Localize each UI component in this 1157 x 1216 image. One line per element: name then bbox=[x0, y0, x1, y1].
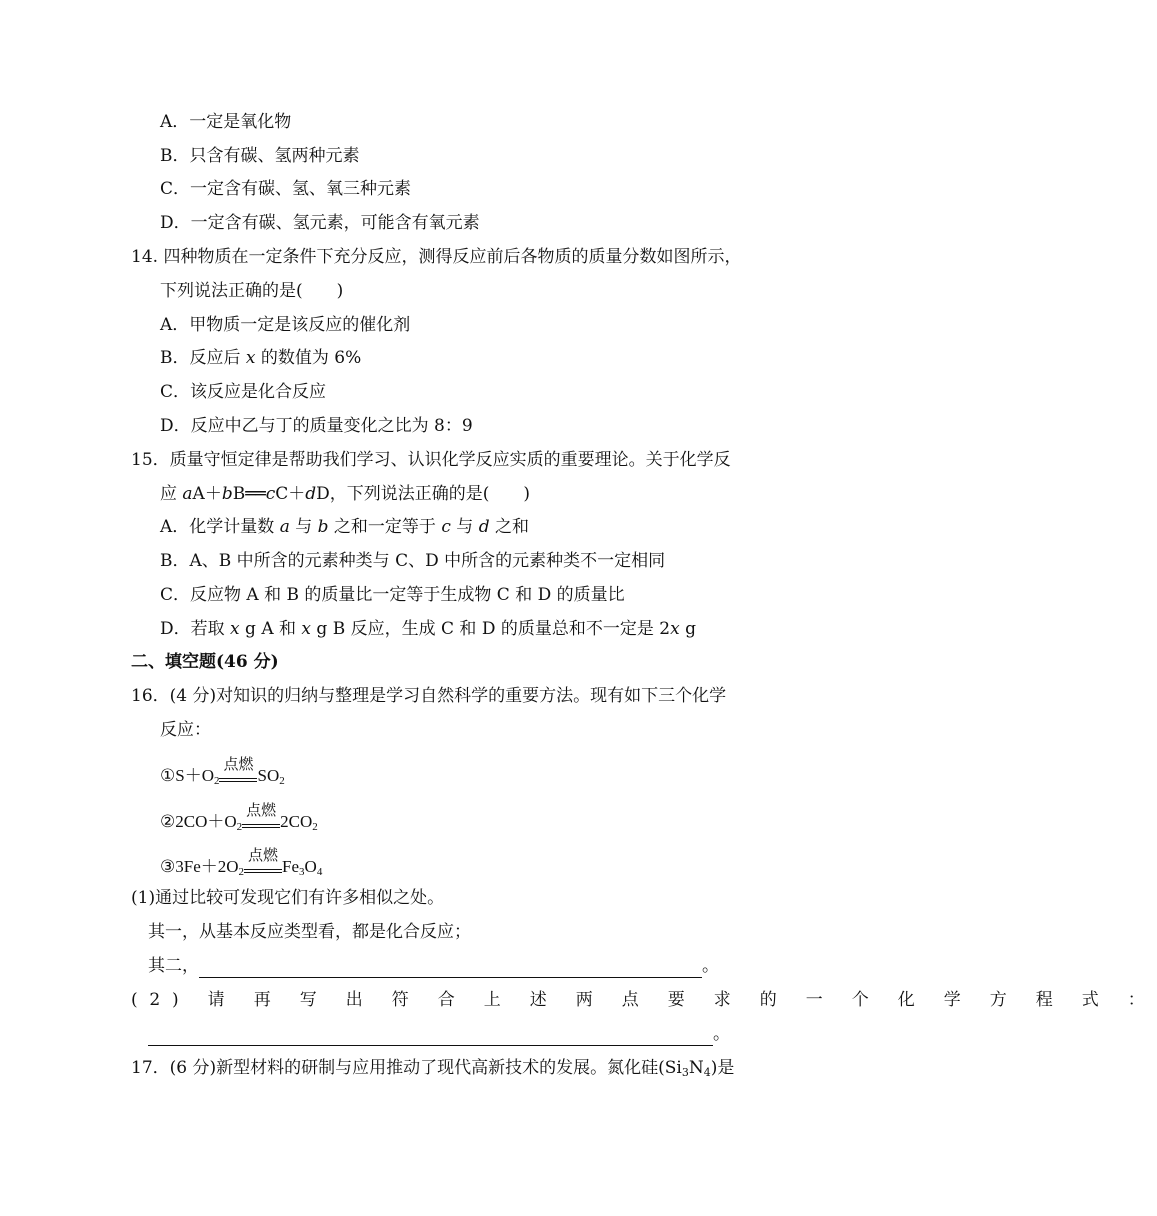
q16-stem-line1: 16．(4 分)对知识的归纳与整理是学习自然科学的重要方法。现有如下三个化学 bbox=[131, 686, 727, 706]
q14-stem-line1: 14. 四种物质在一定条件下充分反应，测得反应前后各物质的质量分数如图所示， bbox=[131, 247, 742, 267]
q15-option-c: C．反应物 A 和 B 的质量比一定等于生成物 C 和 D 的质量比 bbox=[160, 585, 625, 605]
q13-option-b: B．只含有碳、氢两种元素 bbox=[160, 146, 360, 166]
q15-option-d: D．若取 x g A 和 x g B 反应，生成 C 和 D 的质量总和不一定是 2x g bbox=[160, 619, 696, 639]
reaction-arrow: 点燃 bbox=[242, 810, 280, 834]
equation-3: $③3Fe+2O_2$ 点燃 $Fe_3O_4$ bbox=[160, 846, 323, 878]
equation-1: $①S+O_2$ 点燃 $SO_2$ bbox=[160, 755, 285, 787]
q13-option-c: C．一定含有碳、氢、氧三种元素 bbox=[160, 179, 412, 199]
answer-blank[interactable] bbox=[148, 1027, 713, 1046]
section-heading-fill-in: 二、填空题(46 分) bbox=[131, 652, 279, 672]
q16-part2-answer-line: 。 bbox=[148, 1022, 730, 1046]
q17-stem-line1: 17．(6 分)新型材料的研制与应用推动了现代高新技术的发展。氮化硅$(Si_3N_4)$是 bbox=[131, 1058, 735, 1079]
q16-part1-second-point: 其二， 。 bbox=[148, 956, 719, 976]
q14-option-d: D．反应中乙与丁的质量变化之比为 8：9 bbox=[160, 416, 473, 436]
q15-stem-line2: 应 aA＋bB══cC＋dD，下列说法正确的是( ) bbox=[160, 484, 531, 504]
q14-option-c: C．该反应是化合反应 bbox=[160, 382, 327, 402]
q15-stem-line1: 15．质量守恒定律是帮助我们学习、认识化学反应实质的重要理论。关于化学反 bbox=[131, 450, 731, 470]
reaction-arrow: 点燃 bbox=[244, 855, 282, 879]
q16-stem-line2: 反应： bbox=[160, 720, 211, 740]
q14-stem-line2: 下列说法正确的是( ) bbox=[160, 281, 344, 301]
reaction-arrow: 点燃 bbox=[219, 764, 257, 788]
q13-option-a: A．一定是氧化物 bbox=[160, 112, 292, 132]
q14-option-b: B．反应后 x 的数值为 6% bbox=[160, 348, 362, 368]
q14-option-a: A．甲物质一定是该反应的催化剂 bbox=[160, 315, 411, 335]
q16-part1-first-point: 其一，从基本反应类型看，都是化合反应； bbox=[148, 922, 471, 942]
q16-part1: (1)通过比较可发现它们有许多相似之处。 bbox=[131, 888, 445, 908]
equation-2: $②2CO+O_2$ 点燃 $2CO_2$ bbox=[160, 801, 318, 833]
q13-option-d: D．一定含有碳、氢元素，可能含有氧元素 bbox=[160, 213, 480, 233]
q15-option-b: B．A、B 中所含的元素种类与 C、D 中所含的元素种类不一定相同 bbox=[160, 551, 666, 571]
answer-blank[interactable] bbox=[199, 959, 702, 978]
q16-part2: (2) 请 再 写 出 符 合 上 述 两 点 要 求 的 一 个 化 学 方 程 式 ： bbox=[131, 990, 1157, 1010]
q15-option-a: A．化学计量数 a 与 b 之和一定等于 c 与 d 之和 bbox=[160, 517, 529, 537]
